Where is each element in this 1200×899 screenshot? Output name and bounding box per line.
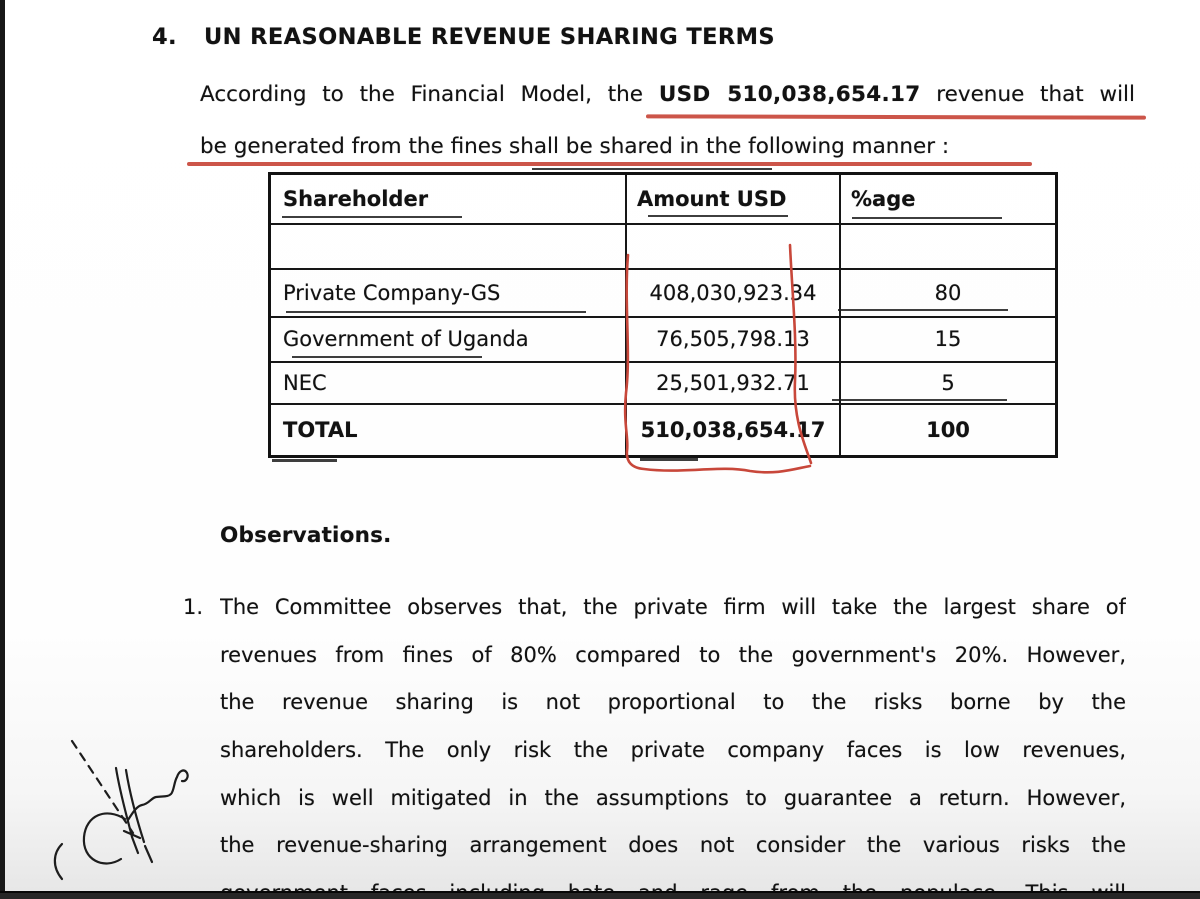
intro-paragraph-line2: be generated from the fines shall be shared in the following manner : [200,134,950,159]
intro-text-pre: According to the Financial Model, the [200,82,644,107]
red-pen-underline-2 [187,162,1032,166]
observation-line: the revenue sharing is not proportional to the risks borne by the [220,690,1126,715]
col-header-shareholder: Shareholder [270,174,627,224]
observations-heading: Observations. [220,523,392,548]
cell-amount: 76,505,798.13 [626,317,840,362]
intro-text-post: revenue that will [936,82,1135,107]
red-pen-bracket-amount-column [598,233,828,485]
observation-item-number: 1. [183,595,204,619]
cell-amount: 25,501,932.71 [626,362,840,404]
cell-percentage: 5 [840,362,1057,404]
cell-percentage [840,224,1057,269]
cell-shareholder [270,224,627,269]
section-number: 4. [152,24,178,50]
observation-line: revenues from fines of 80% compared to the government's 20%. However, [220,642,1126,667]
scan-artifact-line [286,311,586,313]
section-heading [152,24,775,50]
cell-shareholder: NEC [270,362,627,404]
observation-line: which is well mitigated in the assumptions to guarantee a return. However, [220,785,1126,810]
scan-artifact-line [648,215,788,217]
handwritten-scribble [38,713,218,888]
cell-amount: 408,030,923.34 [626,269,840,317]
scan-artifact-line [282,216,462,218]
col-header-percentage: %age [840,174,1057,224]
scan-edge-bottom-bar [0,891,1200,899]
section-title: UN REASONABLE REVENUE SHARING TERMS [204,24,776,50]
cell-amount-total: 510,038,654.17 [626,404,840,457]
observation-line: The Committee observes that, the private firm will take the largest share of [220,595,1126,619]
observation-paragraph [220,584,1126,899]
observation-line: shareholders. The only risk the private company faces is low revenues, [220,738,1126,763]
scan-artifact-line [292,356,482,358]
cell-percentage: 80 [840,269,1057,317]
red-pen-underline-1 [646,114,1146,119]
cell-shareholder: Government of Uganda [270,317,627,362]
revenue-amount-bold: USD 510,038,654.17 [658,82,921,107]
scan-artifact-line [852,217,1002,219]
scan-artifact-line [832,399,1007,401]
cell-shareholder: Private Company-GS [270,269,627,317]
intro-paragraph-line1 [200,82,1135,107]
cell-shareholder-total: TOTAL [270,404,627,457]
observation-line: the revenue-sharing arrangement does not consider the various risks the [220,833,1126,858]
scan-artifact-line [838,309,1008,311]
col-header-amount-usd: Amount USD [626,174,840,224]
cell-percentage: 15 [840,317,1057,362]
scan-artifact-line [532,168,772,170]
scan-artifact-line [272,459,337,462]
scan-edge-left-line [0,0,5,899]
cell-percentage-total: 100 [840,404,1057,457]
